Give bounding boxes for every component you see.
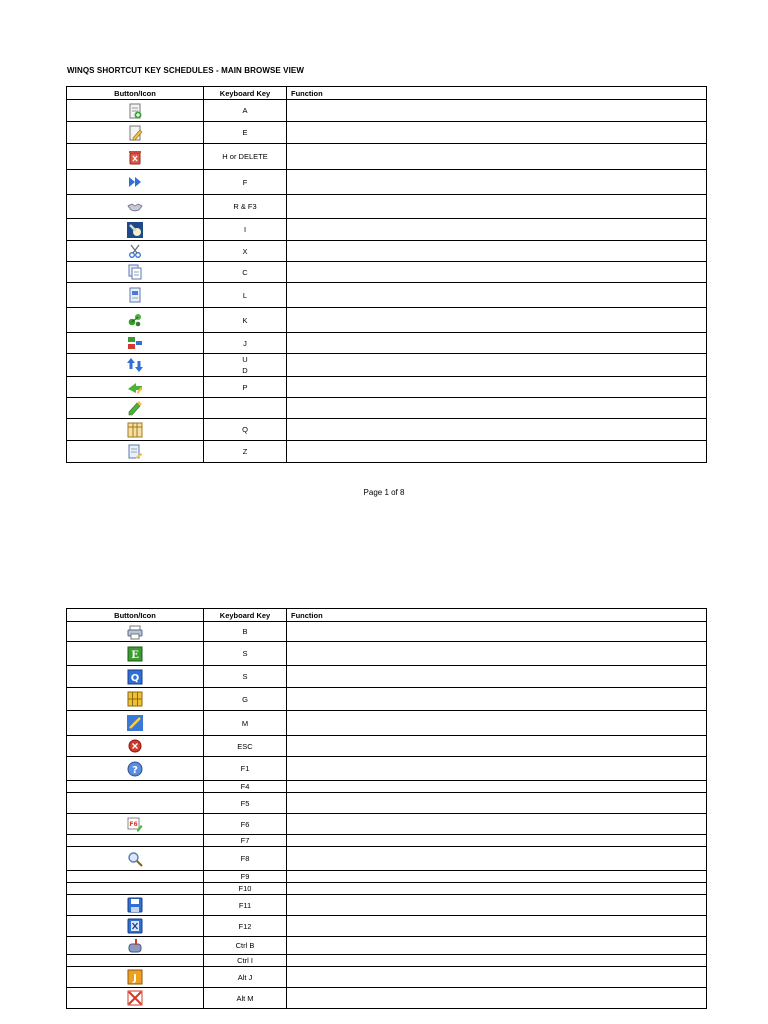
- svg-text:F6: F6: [129, 821, 138, 828]
- keyboard-key-cell: [204, 736, 287, 757]
- keyboard-key: C: [242, 267, 248, 277]
- icon-cell: [67, 871, 204, 883]
- table-row: [67, 219, 707, 241]
- delete-bin-icon: [127, 149, 143, 165]
- keyboard-key: F9: [240, 872, 250, 881]
- keyboard-key: Alt M: [236, 993, 254, 1003]
- function-cell: [287, 916, 707, 937]
- function-cell: [287, 666, 707, 688]
- keyboard-key-cell: [204, 883, 287, 895]
- function-cell: [287, 835, 707, 847]
- table-row: [67, 441, 707, 463]
- function-cell: [287, 757, 707, 781]
- icon-cell: [67, 835, 204, 847]
- function-cell: [287, 871, 707, 883]
- measure-pen-icon: [127, 715, 143, 731]
- keyboard-key: S: [242, 649, 248, 658]
- function-cell: [287, 967, 707, 988]
- keyboard-key-cell: [204, 793, 287, 814]
- keyboard-key-cell: [204, 333, 287, 354]
- table-row: [67, 122, 707, 144]
- keyboard-key-cell: [204, 895, 287, 916]
- keyboard-key-cell: [204, 441, 287, 463]
- function-cell: [287, 642, 707, 666]
- table-row: [67, 688, 707, 711]
- function-cell: [287, 711, 707, 736]
- keyboard-key-cell: [204, 688, 287, 711]
- table-row: [67, 241, 707, 262]
- table-row: [67, 757, 707, 781]
- table-row: [67, 333, 707, 354]
- f6-edit-icon: [127, 816, 143, 832]
- icon-cell: [67, 308, 204, 333]
- icon-cell: [67, 814, 204, 835]
- up-down-arrows-icon: [127, 357, 143, 373]
- keyboard-key: Ctrl I: [237, 956, 253, 965]
- keyboard-key: F6: [240, 819, 250, 829]
- header-keyboard-key: Keyboard Key: [204, 609, 287, 622]
- keyboard-key-cell: [204, 241, 287, 262]
- keyboard-key-cell: [204, 377, 287, 398]
- icon-cell: [67, 642, 204, 666]
- close-x-disk-icon: [127, 918, 143, 934]
- keyboard-key-cell: [204, 871, 287, 883]
- keyboard-key: F5: [240, 798, 250, 808]
- function-cell: [287, 955, 707, 967]
- icon-cell: [67, 711, 204, 736]
- function-cell: [287, 937, 707, 955]
- table-row: [67, 100, 707, 122]
- svg-text:J: J: [133, 973, 137, 984]
- table-row: [67, 170, 707, 195]
- function-cell: [287, 883, 707, 895]
- svg-text:E: E: [131, 649, 139, 661]
- table-row: [67, 955, 707, 967]
- keyboard-key-cell: [204, 219, 287, 241]
- function-cell: [287, 441, 707, 463]
- edit-record-icon: [127, 125, 143, 141]
- handshake-icon: [127, 199, 143, 215]
- function-cell: [287, 793, 707, 814]
- table-row: [67, 967, 707, 988]
- save-disk-icon: [127, 897, 143, 913]
- keyboard-key-cell: [204, 757, 287, 781]
- function-cell: [287, 262, 707, 283]
- table-row: [67, 398, 707, 419]
- grid-columns-icon: [127, 422, 143, 438]
- table-row: [67, 144, 707, 170]
- keyboard-key-cell: [204, 195, 287, 219]
- function-cell: [287, 895, 707, 916]
- printer-icon: [127, 624, 143, 640]
- cut-scissors-icon: [127, 243, 143, 259]
- table-row: [67, 937, 707, 955]
- icon-cell: [67, 916, 204, 937]
- keyboard-key-cell: [204, 419, 287, 441]
- function-cell: [287, 100, 707, 122]
- keyboard-key-cell: [204, 262, 287, 283]
- document-title: WINQS SHORTCUT KEY SCHEDULES - MAIN BROWSE VIEW: [67, 66, 305, 75]
- shortcut-table-1: [66, 86, 707, 463]
- keyboard-key: U: [242, 355, 248, 364]
- table-row: [67, 883, 707, 895]
- keyboard-key: F7: [240, 836, 250, 845]
- table-row: [67, 666, 707, 688]
- keyboard-key-cell: [204, 781, 287, 793]
- svg-text:?: ?: [132, 764, 138, 776]
- table-row: [67, 895, 707, 916]
- add-record-icon: [127, 103, 143, 119]
- icon-cell: [67, 793, 204, 814]
- table-row: [67, 736, 707, 757]
- keyboard-key-cell: [204, 642, 287, 666]
- keyboard-key-cell: [204, 666, 287, 688]
- orange-j-icon: [127, 969, 143, 985]
- keyboard-key-cell: [204, 144, 287, 170]
- table-row: [67, 262, 707, 283]
- header-button-icon: Button/Icon: [67, 609, 204, 622]
- function-cell: [287, 122, 707, 144]
- function-cell: [287, 419, 707, 441]
- table-header-row: [67, 87, 707, 100]
- keyboard-key-cell: [204, 283, 287, 308]
- info-flashlight-icon: [127, 222, 143, 238]
- green-molecule-icon: [127, 312, 143, 328]
- icon-cell: [67, 377, 204, 398]
- svg-text:Q: Q: [130, 672, 140, 684]
- keyboard-key: M: [241, 718, 249, 728]
- icon-cell: [67, 757, 204, 781]
- function-cell: [287, 219, 707, 241]
- mailbox-icon: [127, 938, 143, 954]
- table-row: [67, 377, 707, 398]
- icon-cell: [67, 144, 204, 170]
- keyboard-key-cell: [204, 100, 287, 122]
- keyboard-key: Alt J: [237, 972, 253, 982]
- keyboard-key: ESC: [237, 741, 253, 751]
- keyboard-key-cell: [204, 354, 287, 377]
- keyboard-key: E: [242, 128, 248, 137]
- magnifier-icon: [127, 851, 143, 867]
- function-cell: [287, 688, 707, 711]
- keyboard-key-cell: [204, 814, 287, 835]
- folders-grid-icon: [127, 691, 143, 707]
- keyboard-key: L: [242, 290, 248, 300]
- keyboard-key: Q: [242, 425, 248, 434]
- header-button-icon: Button/Icon: [67, 87, 204, 100]
- function-cell: [287, 781, 707, 793]
- keyboard-key: F: [242, 177, 248, 187]
- icon-cell: [67, 398, 204, 419]
- keyboard-key: F8: [240, 854, 250, 863]
- table-row: [67, 814, 707, 835]
- icon-cell: [67, 937, 204, 955]
- table-header-row: [67, 609, 707, 622]
- function-cell: [287, 814, 707, 835]
- icon-cell: [67, 988, 204, 1009]
- keyboard-key-cell: [204, 122, 287, 144]
- zoom-form-icon: [127, 444, 143, 460]
- keyboard-key-cell: [204, 988, 287, 1009]
- green-pencil-icon: [127, 400, 143, 416]
- join-blocks-icon: [127, 335, 143, 351]
- blue-q-icon: [127, 669, 143, 685]
- icon-cell: [67, 195, 204, 219]
- table-row: [67, 988, 707, 1009]
- icon-cell: [67, 688, 204, 711]
- icon-cell: [67, 333, 204, 354]
- function-cell: [287, 170, 707, 195]
- function-cell: [287, 308, 707, 333]
- keyboard-key-cell: [204, 622, 287, 642]
- keyboard-key: F4: [240, 782, 250, 791]
- green-e-icon: [127, 646, 143, 662]
- table-row: [67, 283, 707, 308]
- keyboard-key-cell: [204, 955, 287, 967]
- function-cell: [287, 354, 707, 377]
- copy-document-icon: [127, 264, 143, 280]
- red-cross-icon: [127, 990, 143, 1006]
- icon-cell: [67, 262, 204, 283]
- icon-cell: [67, 967, 204, 988]
- keyboard-key: F10: [238, 884, 252, 893]
- icon-cell: [67, 241, 204, 262]
- table-row: [67, 711, 707, 736]
- table-row: [67, 781, 707, 793]
- header-function: Function: [287, 609, 707, 622]
- keyboard-key-cell: [204, 835, 287, 847]
- table-row: [67, 308, 707, 333]
- icon-cell: [67, 736, 204, 757]
- table-row: [67, 835, 707, 847]
- table-row: [67, 871, 707, 883]
- link-document-icon: [127, 287, 143, 303]
- keyboard-key: F1: [240, 764, 250, 773]
- keyboard-key: F12: [238, 921, 252, 931]
- function-cell: [287, 847, 707, 871]
- keyboard-key: Ctrl B: [235, 941, 255, 950]
- keyboard-key-cell: [204, 916, 287, 937]
- icon-cell: [67, 354, 204, 377]
- function-cell: [287, 988, 707, 1009]
- table-row: [67, 793, 707, 814]
- keyboard-key: K: [242, 315, 248, 325]
- function-cell: [287, 195, 707, 219]
- keyboard-key: H or DELETE: [222, 152, 268, 161]
- keyboard-key-cell: [204, 398, 287, 419]
- keyboard-key: J: [243, 338, 247, 348]
- function-cell: [287, 398, 707, 419]
- icon-cell: [67, 781, 204, 793]
- keyboard-key: S: [242, 672, 248, 681]
- table-row: [67, 195, 707, 219]
- green-arrow-pencil-icon: [127, 379, 143, 395]
- icon-cell: [67, 847, 204, 871]
- keyboard-key-cell: [204, 967, 287, 988]
- keyboard-key-cell: [204, 170, 287, 195]
- page-footer: Page 1 of 8: [363, 488, 405, 497]
- function-cell: [287, 377, 707, 398]
- keyboard-key: P: [242, 382, 248, 392]
- keyboard-key: G: [242, 694, 248, 704]
- keyboard-key-cell: [204, 937, 287, 955]
- function-cell: [287, 241, 707, 262]
- keyboard-key: X: [242, 246, 248, 256]
- keyboard-key: I: [243, 225, 247, 234]
- icon-cell: [67, 100, 204, 122]
- table-row: [67, 354, 707, 377]
- table-row: [67, 622, 707, 642]
- function-cell: [287, 144, 707, 170]
- function-cell: [287, 283, 707, 308]
- icon-cell: [67, 666, 204, 688]
- icon-cell: [67, 219, 204, 241]
- icon-cell: [67, 419, 204, 441]
- keyboard-key-cell: [204, 847, 287, 871]
- function-cell: [287, 333, 707, 354]
- keyboard-key: Z: [242, 447, 248, 456]
- icon-cell: [67, 122, 204, 144]
- fast-forward-icon: [127, 174, 143, 190]
- keyboard-key: R & F3: [233, 202, 257, 211]
- icon-cell: [67, 895, 204, 916]
- icon-cell: [67, 441, 204, 463]
- help-question-icon: [127, 761, 143, 777]
- header-keyboard-key: Keyboard Key: [204, 87, 287, 100]
- header-function: Function: [287, 87, 707, 100]
- keyboard-key-cell: [204, 711, 287, 736]
- shortcut-table-2: [66, 608, 707, 1009]
- function-cell: [287, 736, 707, 757]
- red-x-circle-icon: [127, 738, 143, 754]
- table-row: [67, 916, 707, 937]
- icon-cell: [67, 622, 204, 642]
- keyboard-key: B: [242, 627, 248, 636]
- keyboard-key: F11: [238, 900, 252, 910]
- keyboard-key-cell: [204, 308, 287, 333]
- icon-cell: [67, 170, 204, 195]
- table-row: [67, 642, 707, 666]
- keyboard-key-secondary: D: [242, 366, 248, 375]
- table-row: [67, 847, 707, 871]
- table-row: [67, 419, 707, 441]
- icon-cell: [67, 283, 204, 308]
- function-cell: [287, 622, 707, 642]
- keyboard-key: A: [242, 106, 248, 115]
- icon-cell: [67, 955, 204, 967]
- icon-cell: [67, 883, 204, 895]
